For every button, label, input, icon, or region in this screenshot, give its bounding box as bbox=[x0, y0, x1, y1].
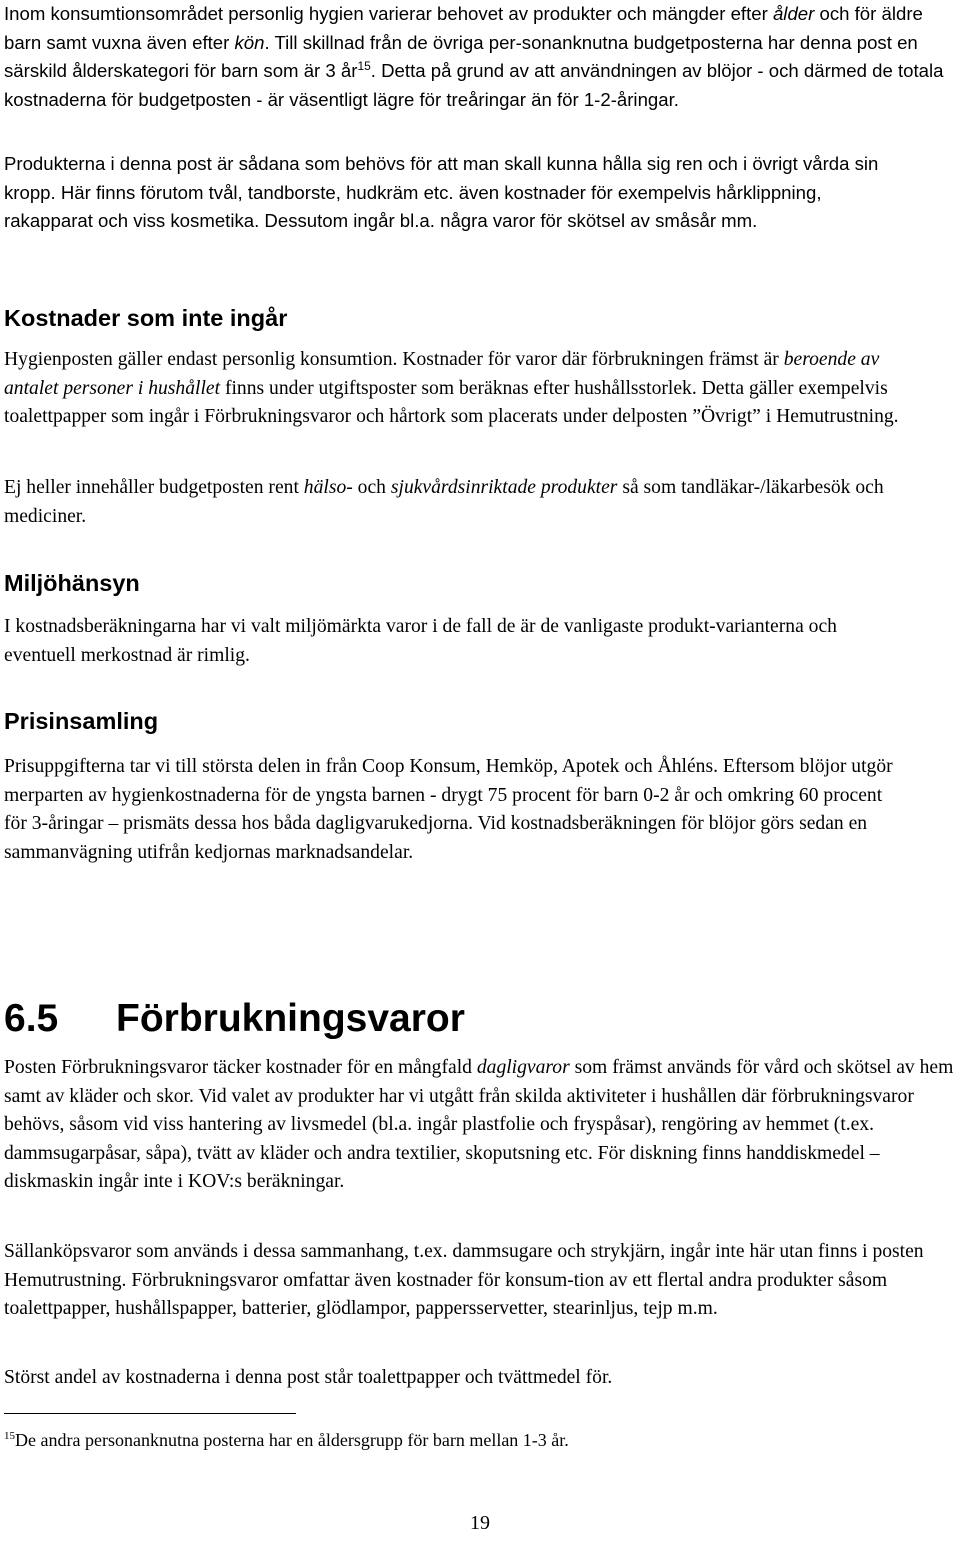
chapter-paragraph-1 bbox=[4, 1054, 959, 1197]
not-included-paragraph-2 bbox=[4, 474, 904, 531]
italic-run: beroende av antalet personer i hushållet bbox=[4, 349, 880, 399]
heading-prices: Prisinsamling bbox=[4, 708, 159, 734]
footnote-reference[interactable]: 15 bbox=[357, 58, 371, 73]
footnote-text: De andra personanknutna posterna har en åldersgrupp för barn mellan 1-3 år. bbox=[15, 1430, 569, 1450]
chapter-title: Förbrukningsvaror bbox=[116, 997, 465, 1040]
footnote bbox=[4, 1428, 904, 1452]
italic-run: hälso- bbox=[303, 477, 353, 498]
text-run: . Detta på grund av att användningen av blöjor - och därmed de totala kostnaderna för budgetposten - är väsentligt lägre för treåringar än för 1-2-åringar. bbox=[4, 60, 944, 110]
footnote-mark: 15 bbox=[4, 1430, 15, 1442]
intro-paragraph-1 bbox=[4, 0, 954, 114]
text-run: Ej heller innehåller budgetposten rent bbox=[4, 477, 304, 498]
text-run: och bbox=[352, 477, 391, 498]
text-run: Inom konsumtionsområdet personlig hygien varierar behovet av produkter och mängder efter bbox=[4, 3, 773, 24]
environment-paragraph: I kostnadsberäkningarna har vi valt miljömärkta varor i de fall de är de vanligaste produkt-varianterna och eventuell merkostnad är rimlig. bbox=[4, 616, 837, 666]
italic-run: sjukvårdsinriktade produkter bbox=[390, 477, 618, 498]
chapter-paragraph-3: Störst andel av kostnaderna i denna post står toalettpapper och tvättmedel för. bbox=[4, 1367, 613, 1388]
text-run: så som tandläkar-/läkarbesök och mediciner. bbox=[4, 477, 884, 527]
not-included-paragraph-1 bbox=[4, 346, 904, 432]
chapter-paragraph-2: Sällanköpsvaror som används i dessa sammanhang, t.ex. dammsugare och strykjärn, ingår inte här utan finns i posten Hemutrustning. Förbrukningsvaror omfattar även kostnader för konsum-tion av ett flertal andra produkter såsom toalettpapper, hushållspapper, batterier, glödlampor, pappersservetter, stearinljus, tejp m.m. bbox=[4, 1241, 924, 1319]
italic-run: kön bbox=[234, 31, 265, 53]
text-run: Posten Förbrukningsvaror täcker kostnader för en mångfald bbox=[4, 1057, 477, 1078]
text-run: som främst används för vård och skötsel av hem samt av kläder och skor. Vid valet av produkter har vi utgått från skilda aktiviteter i hushållen där förbrukningsvaror behövs, såsom vid viss hantering av livsmedel (bl.a. ingår plastfolie och fryspåsar), rengöring av hemmet (t.ex. dammsugarpåsar, såpa), tvätt av kläder och andra textilier, skoputsning etc. För diskning finns handdiskmedel – diskmaskin ingår inte i KOV:s beräkningar. bbox=[4, 1057, 954, 1192]
text-run: och för äldre barn samt vuxna även efter bbox=[4, 3, 923, 53]
italic-run: dagligvaror bbox=[476, 1057, 570, 1078]
chapter-number: 6.5 bbox=[4, 997, 59, 1040]
intro-paragraph-2: Produkterna i denna post är sådana som behövs för att man skall kunna hålla sig ren och i övrigt vårda sin kropp. Här finns förutom tvål, tandborste, hudkräm etc. även kostnader för exempelvis hårklippning, rakapparat och viss kosmetika. Dessutom ingår bl.a. några varor för skötsel av småsår mm. bbox=[4, 153, 879, 231]
page-number: 19 bbox=[470, 1512, 490, 1534]
heading-environment: Miljöhänsyn bbox=[4, 570, 140, 596]
text-run: finns under utgiftsposter som beräknas efter hushållsstorlek. Detta gäller exempelvis toalettpapper som ingår i Förbrukningsvaror och hårtork som placerats under delposten ”Övrigt” i Hemutrustning. bbox=[4, 377, 899, 427]
footnote-separator bbox=[4, 1413, 296, 1414]
prices-paragraph: Prisuppgifterna tar vi till största delen in från Coop Konsum, Hemköp, Apotek och Åhléns. Eftersom blöjor utgör merparten av hygienkostnaderna för de yngsta barnen - drygt 75 procent för barn 0-2 år och omkring 60 procent för 3-åringar – prismäts dessa hos båda dagligvarukedjorna. Vid kostnadsberäkningen för blöjor görs sedan en sammanvägning utifrån kedjornas marknadsandelar. bbox=[4, 756, 893, 863]
text-run: . Till skillnad från de övriga per-sonanknutna budgetposterna har denna post en särskild ålderskategori för barn som är 3 år bbox=[4, 31, 918, 81]
text-run: Hygienposten gäller endast personlig konsumtion. Kostnader för varor där förbrukningen främst är bbox=[4, 349, 784, 370]
chapter-heading bbox=[4, 996, 465, 1042]
italic-run: ålder bbox=[772, 3, 815, 24]
heading-not-included: Kostnader som inte ingår bbox=[4, 305, 288, 331]
